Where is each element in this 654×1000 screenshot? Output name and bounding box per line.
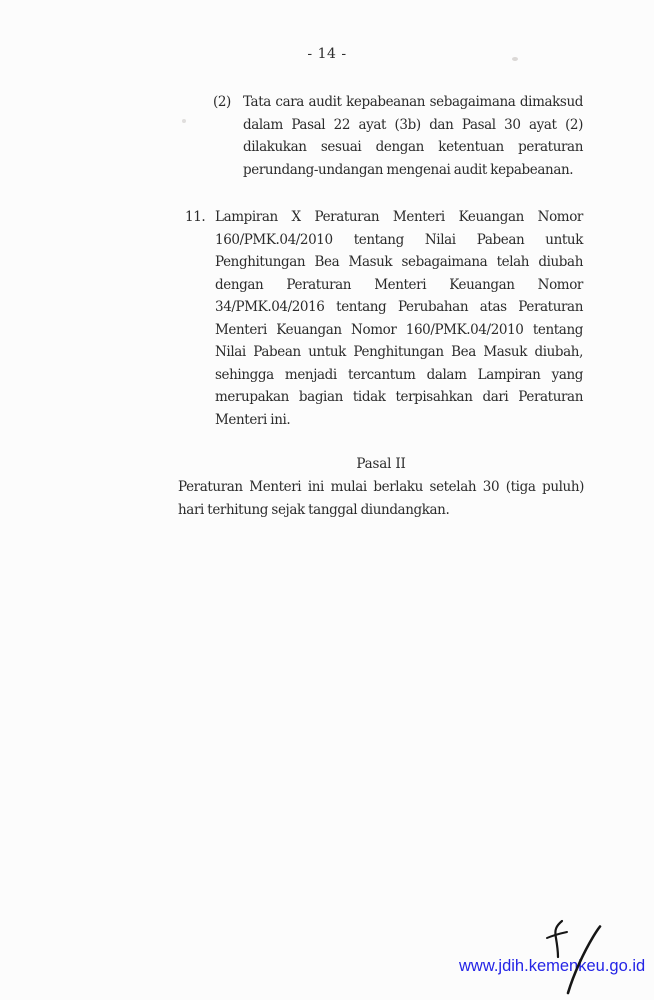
signature-initial-vertical-stroke — [555, 921, 562, 957]
scan-artifact-dot — [182, 119, 186, 123]
text-line: Peraturan Menteri ini mulai berlaku setelah 30 (tiga puluh) — [178, 479, 584, 495]
text-line: 34/PMK.04/2016 tentang Perubahan atas Peraturan — [215, 299, 583, 315]
clause-ayat-2-text — [243, 91, 583, 181]
text-line: sehingga menjadi tercantum dalam Lampiran yang — [215, 366, 583, 383]
text-line: 160/PMK.04/2010 tentang Nilai Pabean untuk — [215, 231, 583, 248]
text-line: dilakukan sesuai dengan ketentuan peraturan — [243, 139, 583, 155]
list-item-11 — [185, 206, 583, 431]
text-line: Nilai Pabean untuk Penghitungan Bea Masuk diubah, — [215, 344, 583, 360]
text-line: Menteri Keuangan Nomor 160/PMK.04/2010 tentang — [215, 321, 583, 338]
text-line: dengan Peraturan Menteri Keuangan Nomor — [215, 276, 583, 293]
clause-ayat-2 — [213, 91, 583, 181]
list-item-11-text — [215, 206, 583, 431]
signature-initial-crossbar-stroke — [547, 932, 567, 938]
list-item-11-marker: 11. — [185, 209, 206, 225]
jdih-watermark-link[interactable]: www.jdih.kemenkeu.go.id — [459, 957, 646, 975]
text-line: hari terhitung sejak tanggal diundangkan. — [178, 501, 450, 518]
scan-artifact-dot — [512, 57, 518, 61]
pasal-ii-heading: Pasal II — [356, 456, 406, 472]
page-number: - 14 - — [307, 46, 347, 62]
pasal-ii-paragraph — [178, 476, 584, 521]
clause-ayat-2-marker: (2) — [213, 94, 231, 110]
text-line: Menteri ini. — [215, 411, 291, 428]
text-line: Penghitungan Bea Masuk sebagaimana telah diubah — [215, 254, 583, 270]
text-line: dalam Pasal 22 ayat (3b) dan Pasal 30 ayat (2) — [243, 116, 583, 133]
text-line: perundang-undangan mengenai audit kepabeanan. — [243, 161, 574, 178]
text-line: Lampiran X Peraturan Menteri Keuangan Nomor — [215, 209, 583, 225]
text-line: Tata cara audit kepabeanan sebagaimana dimaksud — [243, 94, 583, 110]
text-line: merupakan bagian tidak terpisahkan dari Peraturan — [215, 389, 583, 405]
